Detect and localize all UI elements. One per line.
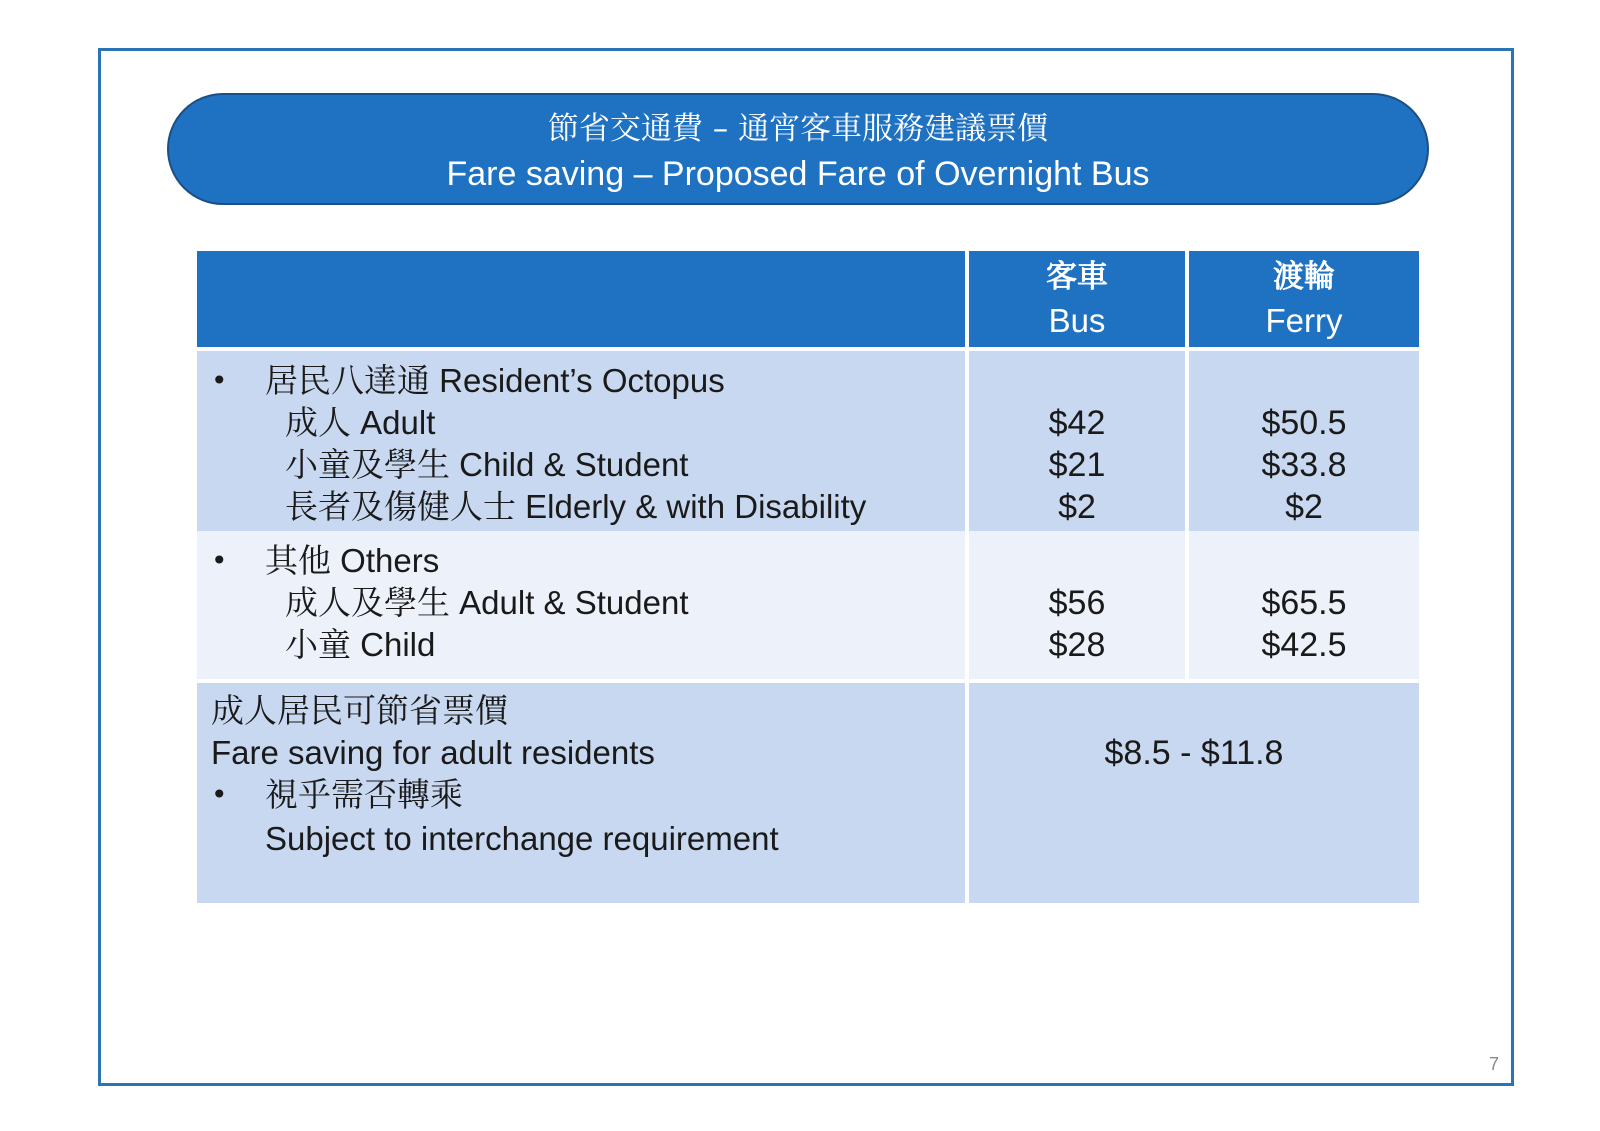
- interchange-note-en: Subject to interchange requirement: [265, 820, 779, 857]
- saving-value: $8.5 - $11.8: [1104, 734, 1284, 772]
- header-ferry-en: Ferry: [1265, 302, 1343, 339]
- title-chinese: 節省交通費 – 通宵客車服務建議票價: [547, 111, 1049, 147]
- title-banner: [167, 93, 1429, 205]
- page-number: 7: [1488, 1054, 1499, 1074]
- bullet: •: [211, 778, 228, 811]
- fare-value: $42: [1048, 404, 1106, 442]
- saving-label-en: Fare saving for adult residents: [211, 734, 655, 771]
- header-bus-cell: [969, 251, 1185, 347]
- header-empty-cell: [197, 251, 965, 347]
- header-ferry-cell: [1189, 251, 1419, 347]
- fare-value: $2: [1058, 488, 1096, 526]
- fare-label: 小童及學生 Child & Student: [285, 446, 689, 483]
- fare-label: 成人及學生 Adult & Student: [285, 584, 689, 621]
- fare-label: 長者及傷健人士 Elderly & with Disability: [285, 488, 867, 525]
- fare-value: $56: [1048, 584, 1106, 622]
- interchange-note-zh: 視乎需否轉乘: [265, 776, 463, 813]
- header-bus-en: Bus: [1048, 302, 1106, 339]
- fare-label: 小童 Child: [285, 626, 436, 663]
- fare-value: $50.5: [1261, 404, 1347, 442]
- fare-value: $33.8: [1261, 446, 1347, 484]
- resident-ferry-cell: [1189, 351, 1419, 531]
- title-english: Fare saving – Proposed Fare of Overnight Bus: [446, 155, 1150, 193]
- saving-label-zh: 成人居民可節省票價: [211, 692, 508, 729]
- bullet: •: [211, 544, 228, 577]
- fare-value: $2: [1285, 488, 1323, 526]
- header-ferry-zh: 渡輪: [1273, 259, 1335, 295]
- header-bus-zh: 客車: [1046, 259, 1108, 295]
- resident-heading: 居民八達通 Resident’s Octopus: [265, 362, 725, 399]
- fare-value: $21: [1048, 446, 1106, 484]
- saving-label-cell: [197, 683, 965, 903]
- fare-label: 成人 Adult: [285, 404, 436, 441]
- saving-value-cell: [969, 683, 1419, 903]
- slide-frame: [98, 48, 1514, 1086]
- bullet: •: [211, 364, 228, 397]
- fare-value: $65.5: [1261, 584, 1347, 622]
- table-row-saving: [197, 683, 1419, 903]
- table-row-resident: [197, 351, 1419, 531]
- fare-value: $42.5: [1261, 626, 1347, 664]
- others-bus-cell: [969, 531, 1185, 679]
- resident-label-cell: [197, 351, 965, 531]
- others-ferry-cell: [1189, 531, 1419, 679]
- fare-value: $28: [1048, 626, 1106, 664]
- table-header-row: [197, 251, 1419, 347]
- table-row-others: [197, 531, 1419, 679]
- resident-bus-cell: [969, 351, 1185, 531]
- others-label-cell: [197, 531, 965, 679]
- others-heading: 其他 Others: [265, 542, 440, 579]
